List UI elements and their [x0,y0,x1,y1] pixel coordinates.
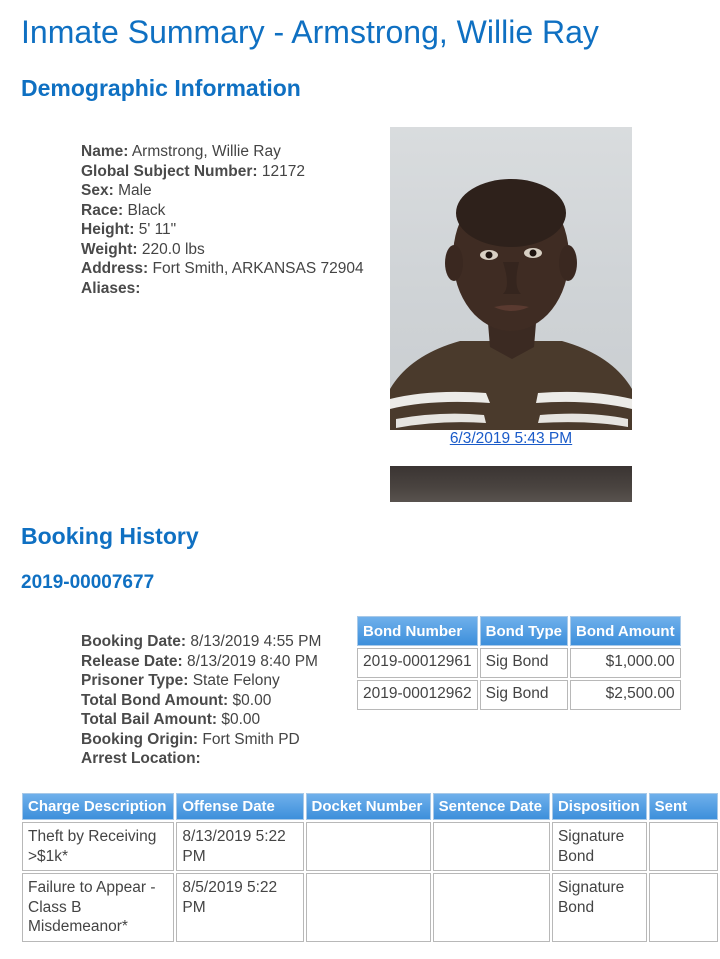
prisoner-type-label: Prisoner Type: [81,672,189,689]
booking-date-row [81,632,321,652]
sentence-cell [649,873,718,942]
race-value: Black [127,201,166,219]
gsn-value: 12172 [261,162,305,180]
sex-value: Male [118,182,152,199]
height-row [81,220,364,240]
disposition-header[interactable]: Disposition [552,793,647,820]
disposition-cell: Signature Bond [552,822,647,871]
booking-origin-row [81,730,321,750]
booking-date-value: 8/13/2019 4:55 PM [190,633,322,650]
bond-number-header[interactable]: Bond Number [357,616,478,646]
demographic-heading: Demographic Information [21,75,301,101]
arrest-location-label: Arrest Location: [81,750,201,767]
bond-amount-cell: $1,000.00 [570,648,681,678]
charges-header-row [22,793,718,820]
weight-row [81,240,364,260]
sex-row [81,181,364,201]
sentence-date-cell [433,822,550,871]
sentence-date-cell [433,873,550,942]
aliases-row [81,279,364,299]
booking-origin-label: Booking Origin: [81,730,199,748]
name-value: Armstrong, Willie Ray [131,143,281,160]
charges-scroll-area [20,791,720,951]
bond-table [355,614,683,712]
photo-date-link[interactable]: 6/3/2019 5:43 PM [449,430,573,447]
page-title: Inmate Summary - Armstrong, Willie Ray [21,14,599,50]
name-label: Name: [81,143,129,160]
total-bail-row [81,710,321,730]
docket-number-header[interactable]: Docket Number [306,793,431,820]
disposition-cell: Signature Bond [552,873,647,942]
bond-number-cell: 2019-00012962 [357,680,478,710]
charges-table [20,791,720,944]
table-row [22,873,718,942]
bond-type-header[interactable]: Bond Type [480,616,568,646]
arrest-location-row [81,749,321,769]
total-bail-value: $0.00 [221,711,261,728]
race-label: Race: [81,201,124,219]
docket-number-cell [306,873,431,942]
height-value: 5' 11" [138,221,177,238]
photo-thumbnail[interactable] [390,466,632,502]
total-bond-row [81,691,321,711]
portrait-image [390,127,632,430]
booking-info [81,632,321,769]
address-value: Fort Smith, ARKANSAS 72904 [152,260,364,277]
release-date-label: Release Date: [81,652,183,670]
table-row [357,680,681,710]
booking-history-heading: Booking History [21,523,199,549]
total-bail-label: Total Bail Amount: [81,711,218,728]
gsn-label: Global Subject Number: [81,162,258,180]
sentence-date-header[interactable]: Sentence Date [433,793,550,820]
table-row [357,648,681,678]
release-date-value: 8/13/2019 8:40 PM [186,652,318,670]
docket-number-cell [306,822,431,871]
offense-date-cell: 8/13/2019 5:22 PM [176,822,303,871]
aliases-label: Aliases: [81,279,141,297]
bond-header-row [357,616,681,646]
weight-label: Weight: [81,240,138,258]
sentence-header[interactable]: Sent [649,793,718,820]
demographic-info [81,142,364,298]
charge-description-cell: Theft by Receiving >$1k* [22,822,174,871]
total-bond-value: $0.00 [232,691,272,709]
offense-date-cell: 8/5/2019 5:22 PM [176,873,303,942]
booking-origin-value: Fort Smith PD [202,730,300,748]
prisoner-type-row [81,671,321,691]
height-label: Height: [81,221,135,238]
prisoner-type-value: State Felony [192,672,280,689]
bond-amount-header[interactable]: Bond Amount [570,616,681,646]
bond-amount-cell: $2,500.00 [570,680,681,710]
charge-description-header[interactable]: Charge Description [22,793,174,820]
name-row [81,142,364,162]
bond-type-cell: Sig Bond [480,680,568,710]
charge-description-cell: Failure to Appear - Class B Misdemeanor* [22,873,174,942]
weight-value: 220.0 lbs [141,240,205,258]
address-row [81,259,364,279]
sentence-cell [649,822,718,871]
table-row [22,822,718,871]
release-date-row [81,652,321,672]
gsn-row [81,162,364,182]
bond-number-cell: 2019-00012961 [357,648,478,678]
offense-date-header[interactable]: Offense Date [176,793,303,820]
booking-date-label: Booking Date: [81,633,187,650]
inmate-photo[interactable] [390,127,632,430]
sex-label: Sex: [81,182,114,199]
address-label: Address: [81,260,149,277]
bond-type-cell: Sig Bond [480,648,568,678]
race-row [81,201,364,221]
booking-number: 2019-00007677 [21,572,155,593]
total-bond-label: Total Bond Amount: [81,691,229,709]
